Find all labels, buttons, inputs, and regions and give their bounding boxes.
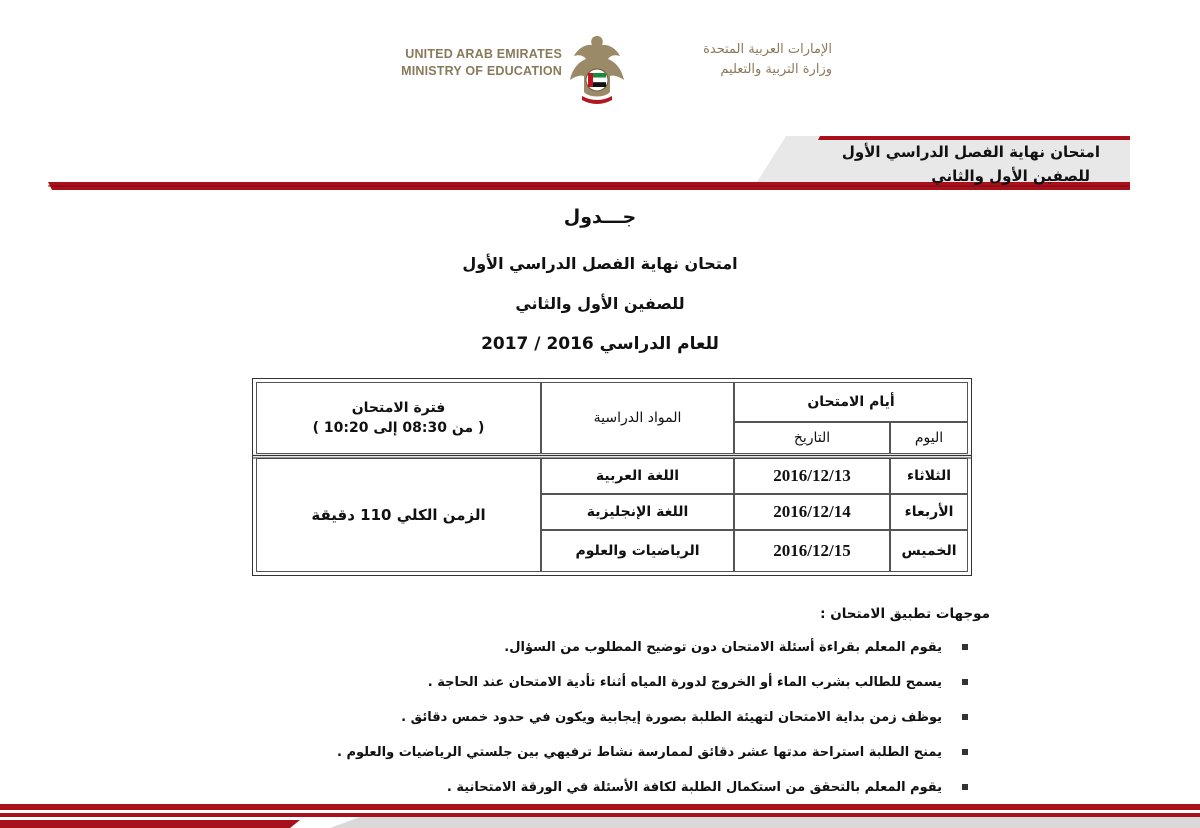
guideline-text: يوظف زمن بداية الامتحان لتهيئة الطلبة بصورة إيجابية ويكون في حدود خمس دقائق .: [401, 710, 942, 725]
row-date: 2016/12/14: [734, 494, 890, 530]
square-bullet-icon: [962, 784, 968, 790]
list-item: [248, 665, 968, 700]
english-line-ministry: MINISTRY OF EDUCATION: [401, 64, 562, 78]
banner-title-line2: للصفين الأول والثاني: [931, 167, 1090, 185]
square-bullet-icon: [962, 644, 968, 650]
row-subject: اللغة العربية: [541, 458, 734, 494]
footer-graphic: [0, 800, 1200, 828]
guideline-text: يقوم المعلم بالتحقق من استكمال الطلبة لكافة الأسئلة في الورقة الامتحانية .: [446, 780, 942, 795]
period-time: ( من 08:30 إلى 10:20 ): [312, 420, 485, 436]
row-day: الأربعاء: [890, 494, 968, 530]
guideline-text: يقوم المعلم بقراءة أسئلة الامتحان دون توضيح المطلوب من السؤال.: [504, 640, 942, 655]
academic-year-heading: للعام الدراسي 2016 / 2017: [481, 334, 719, 354]
list-item: [248, 735, 968, 770]
grades-heading: للصفين الأول والثاني: [515, 294, 685, 313]
schedule-heading: جـــدول: [563, 206, 637, 228]
date-header: التاريخ: [734, 422, 890, 454]
guideline-text: يسمح للطالب بشرب الماء أو الخروج لدورة المياه أثناء تأدية الامتحان عند الحاجة .: [427, 675, 942, 690]
row-date: 2016/12/15: [734, 530, 890, 572]
arabic-line-country: الإمارات العربية المتحدة: [703, 42, 832, 57]
subjects-header: المواد الدراسية: [541, 382, 734, 454]
english-line-country: UNITED ARAB EMIRATES: [405, 47, 562, 61]
row-day: الخميس: [890, 530, 968, 572]
arabic-line-ministry: وزارة التربية والتعليم: [720, 62, 832, 77]
square-bullet-icon: [962, 679, 968, 685]
square-bullet-icon: [962, 714, 968, 720]
guidelines-list: [248, 630, 968, 805]
row-day: الثلاثاء: [890, 458, 968, 494]
row-subject: الرياضيات والعلوم: [541, 530, 734, 572]
guidelines-title: موجهات تطبيق الامتحان :: [820, 606, 990, 622]
square-bullet-icon: [962, 749, 968, 755]
banner-title-line1: امتحان نهاية الفصل الدراسي الأول: [841, 143, 1100, 161]
guideline-text: يمنح الطلبة استراحة مدتها عشر دقائق لممارسة نشاط ترفيهي بين جلستي الرياضيات والعلوم .: [336, 745, 942, 760]
row-subject: اللغة الإنجليزية: [541, 494, 734, 530]
list-item: [248, 630, 968, 665]
period-header-label: فترة الامتحان: [351, 400, 446, 416]
total-time-cell: الزمن الكلي 110 دقيقة: [256, 458, 541, 572]
row-date: 2016/12/13: [734, 458, 890, 494]
exam-title-heading: امتحان نهاية الفصل الدراسي الأول: [462, 254, 738, 273]
list-item: [248, 700, 968, 735]
exam-days-header: أيام الامتحان: [734, 382, 968, 422]
day-header: اليوم: [890, 422, 968, 454]
